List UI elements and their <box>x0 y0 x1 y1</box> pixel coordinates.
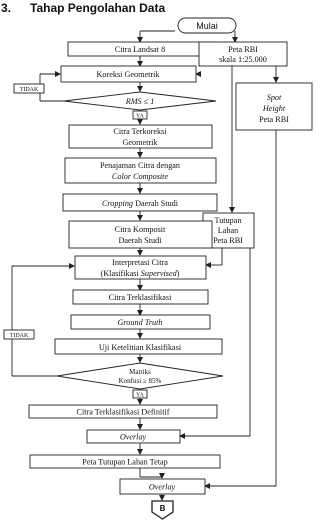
svg-text:Spot: Spot <box>266 93 282 102</box>
node-peta-tetap <box>30 455 220 468</box>
node-interpretasi-citra <box>75 256 206 279</box>
svg-text:Penajaman Citra dengan: Penajaman Citra dengan <box>99 161 181 170</box>
connector-b <box>152 501 173 519</box>
svg-text:Tutupan: Tutupan <box>214 216 242 225</box>
svg-text:Matriks: Matriks <box>129 368 151 376</box>
node-overlay-2 <box>120 479 205 494</box>
node-citra-terkoreksi <box>69 125 212 148</box>
svg-text:Height: Height <box>262 104 286 113</box>
svg-text:Peta Tutupan Lahan Tetap: Peta Tutupan Lahan Tetap <box>82 457 168 467</box>
svg-text:TIDAK: TIDAK <box>19 87 39 93</box>
svg-text:YA: YA <box>135 392 145 399</box>
node-uji-ketelitian <box>55 339 222 354</box>
node-citra-definitif <box>29 405 217 418</box>
svg-text:Citra Landsat 8: Citra Landsat 8 <box>114 45 166 54</box>
svg-text:Geometrik: Geometrik <box>122 138 158 147</box>
node-cropping <box>63 194 217 211</box>
svg-text:Citra Terklasifikasi Definitif: Citra Terklasifikasi Definitif <box>76 407 170 417</box>
svg-text:TIDAK: TIDAK <box>9 333 29 339</box>
svg-text:Peta RBI: Peta RBI <box>213 236 243 245</box>
node-ground-truth <box>71 315 210 329</box>
svg-text:(Klasifikasi Supervised): (Klasifikasi Supervised) <box>100 269 180 278</box>
svg-text:Color Composite: Color Composite <box>111 172 169 181</box>
svg-text:Lahan: Lahan <box>217 226 239 235</box>
svg-text:Citra Terkoreksi: Citra Terkoreksi <box>113 127 167 136</box>
label-ya-2 <box>133 390 147 399</box>
svg-text:Daerah Studi: Daerah Studi <box>118 236 162 245</box>
svg-text:Interpretasi Citra: Interpretasi Citra <box>112 258 168 267</box>
svg-text:B: B <box>159 504 166 513</box>
node-mulai <box>178 18 236 33</box>
node-citra-landsat <box>68 42 213 56</box>
node-overlay-1 <box>87 430 180 443</box>
label-tidak-2 <box>4 330 34 339</box>
node-peta-rbi <box>199 42 287 66</box>
heading-title: Tahap Pengolahan Data <box>30 1 166 15</box>
svg-text:Cropping Daerah Studi: Cropping Daerah Studi <box>101 199 179 208</box>
svg-text:Overlay: Overlay <box>148 482 176 492</box>
svg-text:Peta RBI: Peta RBI <box>228 45 258 54</box>
svg-text:Konfusi ≥ 85%: Konfusi ≥ 85% <box>118 377 162 385</box>
node-citra-komposit <box>69 221 212 248</box>
heading-number: 3. <box>1 1 12 15</box>
svg-text:Koreksi Geometrik: Koreksi Geometrik <box>96 70 160 79</box>
svg-text:RMS ≤ 1: RMS ≤ 1 <box>125 97 155 106</box>
svg-text:Citra Terklasifikasi: Citra Terklasifikasi <box>108 293 172 302</box>
label-tidak-1 <box>14 84 44 93</box>
node-penajaman-citra <box>65 158 216 183</box>
svg-text:Ground Truth: Ground Truth <box>117 318 163 327</box>
node-citra-terklasifikasi <box>73 290 208 304</box>
svg-text:YA: YA <box>135 113 145 120</box>
svg-text:Citra Komposit: Citra Komposit <box>114 225 166 234</box>
svg-text:Uji Ketelitian Klasifikasi: Uji Ketelitian Klasifikasi <box>98 343 182 352</box>
node-spot-height <box>236 83 312 130</box>
svg-text:Mulai: Mulai <box>196 21 218 31</box>
decision-rms <box>64 92 216 110</box>
svg-text:Overlay: Overlay <box>119 432 147 442</box>
label-ya-1 <box>133 111 147 120</box>
svg-text:Peta RBI: Peta RBI <box>259 115 289 124</box>
decision-matriks <box>57 363 223 389</box>
node-koreksi-geometrik <box>61 66 196 82</box>
svg-text:skala 1:25.000: skala 1:25.000 <box>219 55 267 64</box>
